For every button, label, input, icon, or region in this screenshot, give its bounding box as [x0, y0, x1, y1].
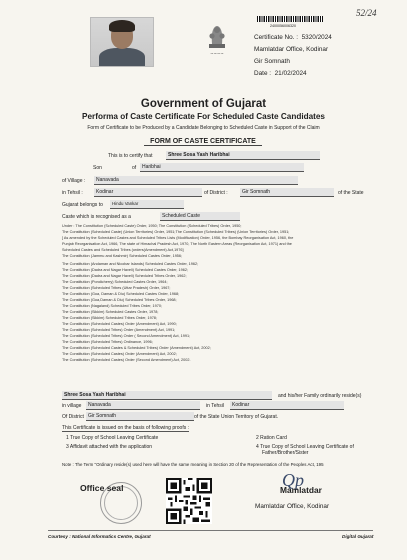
footer-digital-gujarat: Digital Gujarat: [342, 534, 374, 539]
of-label: of: [132, 165, 137, 171]
form-title: FORM OF CASTE CERTIFICATE: [144, 138, 262, 146]
state-emblem-icon: [203, 20, 231, 58]
son-label: Son: [93, 165, 102, 171]
performa-title: Performa of Caste Certificate For Scheduled Caste Candidates: [82, 112, 325, 121]
village-label: of Village :: [62, 178, 86, 184]
order-line: The Constitution (Scheduled Tribes) Ordinance, 1996;: [62, 340, 153, 344]
candidate-name: Shree Sosa Yash Haribhai: [166, 151, 320, 160]
order-line: The Constitution (Scheduled Tribes) Order ( Second Amendment) Act, 1991;: [62, 334, 191, 338]
order-line: The Constitution (Pondicherry) Scheduled Castes Order, 1964;: [62, 280, 168, 284]
header-office: Mamlatdar Office, Kodinar: [254, 46, 329, 53]
date-value: 21/02/2024: [274, 70, 307, 77]
signatory-title: Mamlatdar: [280, 485, 322, 495]
order-line: The Constitution (Goa,Daman & Diu) Scheduled Tribes Order, 1968;: [62, 298, 177, 302]
proof-item: 4 True Copy of School Leaving Certificate of: [256, 444, 354, 450]
certificate-no-label: Certificate No. :: [254, 34, 299, 41]
residence-name: Shree Sosa Yash Haribhai: [62, 391, 272, 400]
tehsil-value: Kodinar: [94, 188, 202, 197]
order-line: The Constitution (Scheduled Castes) Order (Amendment) Act, 2002;: [62, 352, 177, 356]
date-label: Date :: [254, 70, 272, 77]
corner-number: 52/24: [356, 8, 377, 18]
father-name: Haribhai: [140, 163, 304, 172]
state-label: of the State: [338, 190, 364, 196]
barcode-number: 2400056006320: [270, 24, 296, 28]
residence-village-label: in village: [62, 403, 82, 409]
residence-district-value: Gir Somnath: [86, 412, 194, 421]
signature-scribble: Qp: [282, 470, 304, 490]
note-text: Note : The Term "Ordinary reside(s) used here will have the same meaning in Section 20 of the Representation of the Peoples Act, 195: [62, 462, 324, 467]
order-line: The Constitution (Scheduled Caste) (Union Territories) Order, 1951;The Constitution (Scheduled Tribes) (Union Territories) Order, 1951;: [62, 230, 290, 234]
proofs-heading: This Certificate is issued on the basis of following proofs :: [62, 425, 190, 431]
footer-courtesy: Courtesy : National Informatics Centre, Gujarat: [48, 534, 151, 539]
residence-village-value: Nanavada: [86, 401, 200, 410]
qr-code-icon: [166, 478, 212, 524]
order-line: Punjab Reorganisation Act, 1966, The state of Himachal Pradesh Act, 1970, The North Eastern Areas (Reorganisation Act, 1971) and the: [62, 242, 292, 246]
order-line: The Constitution (Dadra and Nagar Haveli) Scheduled Castes Order, 1962;: [62, 268, 188, 272]
certificate-no-value: 5320/2024: [301, 34, 332, 41]
government-title: Government of Gujarat: [140, 98, 267, 110]
district-value: Gir Somnath: [240, 188, 334, 197]
proof-item: 3 Affidavit attached with the application: [66, 444, 153, 450]
order-line: The Constitution (Dadra and Nagar Haveli) Scheduled Tribes Order, 1962;: [62, 274, 187, 278]
order-line: Under : The Constitution (Scheduled Caste) Order, 1950; The Constitution (Scheduled Tribes) Order, 1950;: [62, 224, 242, 228]
applicant-photo: [90, 17, 154, 67]
district-label: of District :: [204, 190, 228, 196]
order-line: The Constitution (Sikkim) Scheduled Tribes Order, 1978;: [62, 316, 157, 320]
order-line: [ As amended by the Scheduled Castes and Scheduled Tribes Lists (Modification) Order, 1956, the Bombay Reorganisation Act, 1960, the: [62, 236, 294, 240]
certify-prefix: This is to certify that: [108, 153, 153, 159]
tehsil-label: in Tehsil :: [62, 190, 83, 196]
header-district: Gir Somnath: [254, 58, 290, 65]
barcode-graphic: [257, 16, 323, 22]
office-seal-label: Office seal: [80, 483, 124, 493]
order-line: The Constitution (Nagaland) Scheduled Tribes Order, 1970;: [62, 304, 163, 308]
state-belongs: Gujarat belongs to: [62, 202, 103, 208]
residence-state-text: of the State Union Territory of Gujarat.: [194, 414, 279, 420]
signatory-office: Mamlatdar Office, Kodinar: [255, 503, 330, 510]
proof-item: 1 True Copy of School Leaving Certificate: [66, 435, 159, 441]
order-line: Scheduled Castes and Scheduled Tribes (orders(Amendment) Act,1976]: [62, 248, 184, 252]
order-line: The Constitution (Scheduled Tribes) Order (Amendment) Act, 1991;: [62, 328, 176, 332]
certificate-header: [254, 32, 332, 80]
category-value: Scheduled Caste: [160, 212, 240, 221]
form-subtitle: Form of Certificate to be Produced by a Candidate Belonging to Scheduled Caste in Support of the Claim: [87, 125, 320, 131]
recognised-label: Caste which is recognised as a: [62, 214, 131, 220]
order-line: The Constitution (Jammu and Kashmir) Scheduled Castes Order, 1956;: [62, 254, 183, 258]
order-line: The Constitution (Scheduled Castes) Order (Second Amendment) Act, 2002.: [62, 358, 191, 362]
caste-value: Hindu Vankar: [110, 200, 184, 209]
order-line: The Constitution (Scheduled Castes) Order (Amendment) Act, 1990;: [62, 322, 177, 326]
proof-item: 2 Ration Card: [256, 435, 287, 441]
svg-text:~~~~: ~~~~: [210, 51, 224, 56]
order-line: The Constitution (Goa, Daman & Diu) Scheduled Castes Order, 1968;: [62, 292, 180, 296]
residence-family-text: and his/her Family ordinarily reside(s): [278, 393, 362, 399]
proof-item: Father/Brother/Sister: [262, 450, 309, 456]
order-line: The Constitution (Andaman and Nicobar Islands) Scheduled Castes Order, 1962;: [62, 262, 199, 266]
village-value: Nanavada: [94, 176, 298, 185]
order-line: The Constitution (Scheduled Castes & Scheduled Tribes) Order (Amendment) Act, 2002;: [62, 346, 211, 350]
residence-tehsil-value: Kodinar: [230, 401, 344, 410]
residence-tehsil-label: in Tehsil: [206, 403, 224, 409]
residence-district-label: Of District: [62, 414, 84, 420]
order-line: The Constitution (Scheduled Tribes (Uttar Pradesh) Order, 1967;: [62, 286, 171, 290]
order-line: The Constitution (Sikkim) Scheduled Castes Order, 1978;: [62, 310, 159, 314]
